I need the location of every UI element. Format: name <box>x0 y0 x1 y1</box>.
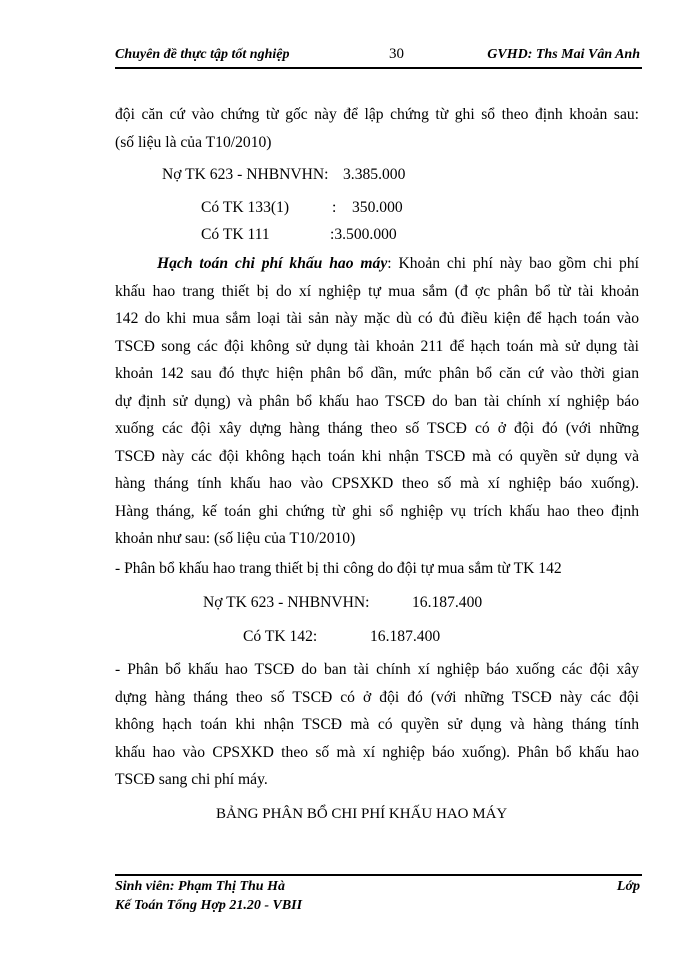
section-line-4: khoản 142 sau đó thực hiện phân bổ dần, mức phân bổ căn cứ vào thời gian <box>115 365 639 382</box>
entry2-credit-label: Có TK 142: <box>243 628 318 645</box>
section-line-8: hàng tháng tính khấu hao vào CPSXKD theo số mà xí nghiệp báo xuống). <box>115 475 639 492</box>
entry1-debit-value: 3.385.000 <box>343 166 406 183</box>
section-line-1: khấu hao trang thiết bị do xí nghiệp tự mua sắm (đ ợc phân bổ từ tài khoản <box>115 282 639 300</box>
section-line-3: TSCĐ song các đội không sử dụng tài khoản 211 để hạch toán mà sử dụng tài <box>115 337 639 355</box>
section-line-9: Hàng tháng, kế toán ghi chứng từ ghi sổ nghiệp vụ trích khấu hao theo định <box>115 502 639 520</box>
intro-line-2: (số liệu là của T10/2010) <box>115 133 272 151</box>
section-line-7: TSCĐ này các đội không hạch toán khi nhận TSCĐ mà có quyền sử dụng và <box>115 447 639 465</box>
footer-rule <box>115 874 642 876</box>
bullet-2-line-4: TSCĐ sang chi phí máy. <box>115 771 268 788</box>
section-line-0: : Khoản chi phí này bao gồm chi phí <box>387 255 639 272</box>
entry1-credit1-value: 350.000 <box>352 199 403 216</box>
footer-class-name: Kế Toán Tổng Hợp 21.20 - VBII <box>115 898 303 913</box>
page-number: 30 <box>389 46 404 62</box>
table-title: BẢNG PHÂN BỔ CHI PHÍ KHẤU HAO MÁY <box>216 806 508 822</box>
header-advisor: GVHD: Ths Mai Vân Anh <box>487 47 640 62</box>
bullet-2-line-1: dựng hàng tháng theo số TSCĐ có ở đội đó (với những TSCĐ này các đội <box>115 688 639 706</box>
entry1-credit2-label: Có TK 111 <box>201 226 270 243</box>
entry1-credit1-label: Có TK 133(1) <box>201 199 290 216</box>
section-line-6: xuống các đội xây dựng hàng tháng theo số TSCĐ có ở đội đó (với những <box>115 420 639 437</box>
intro-line-1: đội căn cứ vào chứng từ gốc này để lập chứng từ ghi sổ theo định khoản sau: <box>115 106 639 123</box>
section-paragraph <box>115 250 639 553</box>
entry2-credit-value: 16.187.400 <box>370 628 441 645</box>
section-first-line <box>115 250 639 278</box>
entry1-debit-label: Nợ TK 623 - NHBNVHN: <box>162 166 329 183</box>
section-heading: Hạch toán chi phí khấu hao máy <box>157 255 388 272</box>
footer-class-label: Lớp <box>616 879 640 894</box>
entry2-debit-label: Nợ TK 623 - NHBNVHN: <box>203 594 370 611</box>
section-line-5: dự định sử dụng) và phân bổ khấu hao TSCĐ do ban tài chính xí nghiệp báo <box>115 392 639 410</box>
header-title: Chuyên đề thực tập tốt nghiệp <box>115 47 290 62</box>
bullet-2-line-0: - Phân bổ khấu hao TSCĐ do ban tài chính xí nghiệp báo xuống các đội xây <box>115 661 639 678</box>
entry1-credit1-sep: : <box>332 199 337 216</box>
header-rule <box>115 67 642 69</box>
section-line-2: 142 do khi mua sắm loại tài sản này mặc dù có đủ điều kiện để hạch toán vào <box>115 310 639 327</box>
entry1-credit2-value: :3.500.000 <box>330 226 397 243</box>
entry2-debit-value: 16.187.400 <box>412 594 483 611</box>
bullet-2-paragraph <box>115 656 639 794</box>
footer-student: Sinh viên: Phạm Thị Thu Hà <box>115 879 285 894</box>
intro-paragraph <box>115 101 639 156</box>
bullet-1: - Phân bổ khấu hao trang thiết bị thi công do đội tự mua sắm từ TK 142 <box>115 560 562 577</box>
bullet-2-line-3: khấu hao vào CPSXKD theo số mà xí nghiệp báo xuống). Phân bổ khấu hao <box>115 743 639 761</box>
bullet-2-line-2: không hạch toán khi nhận TSCĐ mà có quyền sử dụng và hàng tháng tính <box>115 716 639 733</box>
section-line-10: khoản như sau: (số liệu của T10/2010) <box>115 530 356 547</box>
